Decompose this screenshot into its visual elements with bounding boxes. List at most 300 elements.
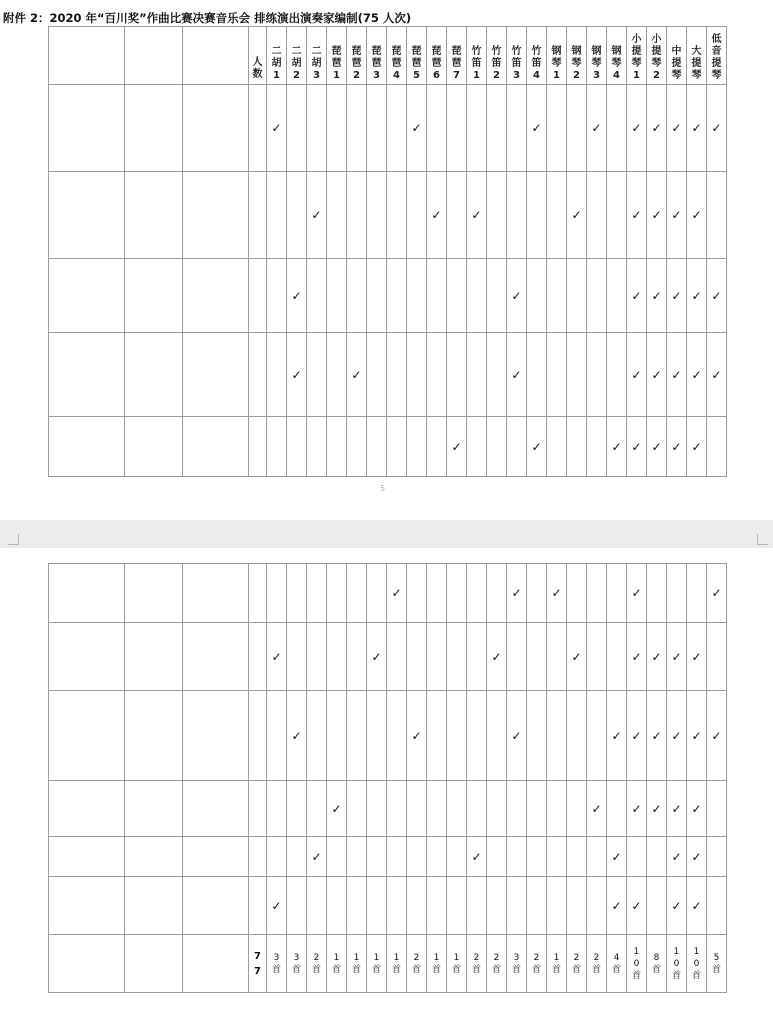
check-mark: ✓ bbox=[467, 837, 487, 877]
header-column bbox=[467, 27, 487, 85]
check-mark: ✓ bbox=[327, 781, 347, 837]
header-column-char: 琶 bbox=[371, 58, 382, 69]
roster-cell bbox=[527, 691, 547, 781]
header-column-char: 2 bbox=[293, 70, 300, 81]
total-label bbox=[49, 935, 125, 993]
header-column bbox=[687, 27, 707, 85]
check-mark: ✓ bbox=[347, 333, 367, 417]
total-people-digit: 7 bbox=[254, 950, 261, 962]
roster-cell bbox=[587, 417, 607, 477]
roster-cell bbox=[567, 417, 587, 477]
header-column-char: 小 bbox=[651, 34, 662, 45]
piece-name bbox=[49, 691, 125, 781]
roster-cell bbox=[487, 837, 507, 877]
header-column-char: 1 bbox=[633, 70, 640, 81]
roster-cell bbox=[487, 564, 507, 623]
roster-cell bbox=[307, 564, 327, 623]
header-column-char: 7 bbox=[453, 70, 460, 81]
total-column-char: 首 bbox=[331, 964, 341, 975]
roster-cell bbox=[447, 172, 467, 259]
total-column-char: 4 bbox=[613, 952, 620, 963]
roster-cell bbox=[567, 564, 587, 623]
total-column bbox=[407, 935, 427, 993]
document-page-2 bbox=[0, 548, 773, 1024]
header-column-char: 4 bbox=[613, 70, 620, 81]
total-column-char: 3 bbox=[293, 952, 300, 963]
roster-cell bbox=[467, 564, 487, 623]
player-count bbox=[249, 172, 267, 259]
roster-cell bbox=[267, 691, 287, 781]
roster-cell bbox=[387, 333, 407, 417]
roster-cell bbox=[487, 691, 507, 781]
roster-cell bbox=[567, 333, 587, 417]
check-mark: ✓ bbox=[507, 333, 527, 417]
check-mark: ✓ bbox=[607, 877, 627, 935]
total-column-char: 首 bbox=[531, 964, 541, 975]
roster-cell bbox=[387, 837, 407, 877]
roster-cell bbox=[567, 837, 587, 877]
instrumentation bbox=[183, 85, 249, 172]
roster-cell bbox=[367, 564, 387, 623]
total-column-char: 首 bbox=[491, 964, 501, 975]
roster-cell bbox=[467, 417, 487, 477]
roster-cell bbox=[447, 837, 467, 877]
total-column-char: 首 bbox=[271, 964, 281, 975]
roster-cell bbox=[487, 172, 507, 259]
table-row bbox=[49, 564, 727, 623]
check-mark: ✓ bbox=[267, 85, 287, 172]
crop-mark bbox=[757, 534, 768, 545]
total-column bbox=[547, 935, 567, 993]
instrumentation bbox=[183, 564, 249, 623]
player-count bbox=[249, 85, 267, 172]
player-count bbox=[249, 837, 267, 877]
roster-cell bbox=[407, 172, 427, 259]
check-mark: ✓ bbox=[287, 333, 307, 417]
roster-cell bbox=[547, 85, 567, 172]
piece-name bbox=[49, 837, 125, 877]
roster-cell bbox=[527, 837, 547, 877]
piece-duration bbox=[125, 691, 183, 781]
roster-cell bbox=[307, 877, 327, 935]
header-column-char: 琴 bbox=[651, 58, 662, 69]
total-column-char: 1 bbox=[393, 952, 400, 963]
header-column-char: 提 bbox=[631, 46, 642, 57]
roster-cell bbox=[367, 877, 387, 935]
check-mark: ✓ bbox=[627, 172, 647, 259]
total-column-char: 首 bbox=[391, 964, 401, 975]
header-column-char: 1 bbox=[553, 70, 560, 81]
total-column-char: 1 bbox=[353, 952, 360, 963]
header-column-char: 提 bbox=[711, 58, 722, 69]
roster-cell bbox=[607, 564, 627, 623]
total-people-digit: 7 bbox=[254, 965, 261, 977]
check-mark: ✓ bbox=[447, 417, 467, 477]
check-mark: ✓ bbox=[687, 877, 707, 935]
roster-cell bbox=[507, 623, 527, 691]
check-mark: ✓ bbox=[667, 172, 687, 259]
roster-cell bbox=[547, 877, 567, 935]
roster-cell bbox=[347, 564, 367, 623]
header-column-char: 琴 bbox=[571, 58, 582, 69]
table-row bbox=[49, 691, 727, 781]
roster-cell bbox=[587, 259, 607, 333]
total-column-char: 3 bbox=[513, 952, 520, 963]
header-column-char: 4 bbox=[533, 70, 540, 81]
check-mark: ✓ bbox=[627, 623, 647, 691]
roster-cell bbox=[287, 781, 307, 837]
total-column bbox=[647, 935, 667, 993]
header-column bbox=[587, 27, 607, 85]
check-mark: ✓ bbox=[607, 837, 627, 877]
roster-cell bbox=[367, 172, 387, 259]
total-column-char: 3 bbox=[273, 952, 280, 963]
piece-name bbox=[49, 172, 125, 259]
check-mark: ✓ bbox=[607, 691, 627, 781]
roster-cell bbox=[507, 85, 527, 172]
check-mark: ✓ bbox=[567, 172, 587, 259]
total-column bbox=[447, 935, 467, 993]
roster-cell bbox=[487, 781, 507, 837]
header-column bbox=[507, 27, 527, 85]
roster-cell bbox=[587, 691, 607, 781]
header-column-char: 中 bbox=[671, 46, 682, 57]
header-column bbox=[567, 27, 587, 85]
header-instrumentation bbox=[183, 27, 249, 85]
roster-cell bbox=[387, 623, 407, 691]
roster-cell bbox=[267, 259, 287, 333]
header-column bbox=[547, 27, 567, 85]
check-mark: ✓ bbox=[627, 564, 647, 623]
roster-cell bbox=[447, 877, 467, 935]
check-mark: ✓ bbox=[627, 259, 647, 333]
header-column bbox=[427, 27, 447, 85]
roster-cell bbox=[367, 837, 387, 877]
total-column-char: 2 bbox=[533, 952, 540, 963]
instrumentation bbox=[183, 172, 249, 259]
roster-cell bbox=[387, 691, 407, 781]
roster-cell bbox=[607, 781, 627, 837]
check-mark: ✓ bbox=[687, 623, 707, 691]
roster-cell bbox=[647, 564, 667, 623]
header-column-char: 3 bbox=[513, 70, 520, 81]
header-column-char: 琴 bbox=[671, 70, 682, 81]
roster-cell bbox=[527, 781, 547, 837]
total-column bbox=[267, 935, 287, 993]
header-column-char: 1 bbox=[273, 70, 280, 81]
check-mark: ✓ bbox=[287, 259, 307, 333]
roster-cell bbox=[427, 417, 447, 477]
roster-cell bbox=[327, 623, 347, 691]
header-column-char: 琵 bbox=[391, 46, 402, 57]
roster-cell bbox=[427, 691, 447, 781]
header-column-char: 琵 bbox=[451, 46, 462, 57]
table-row bbox=[49, 172, 727, 259]
roster-cell bbox=[427, 259, 447, 333]
roster-cell bbox=[547, 259, 567, 333]
check-mark: ✓ bbox=[707, 85, 727, 172]
roster-cell bbox=[327, 877, 347, 935]
check-mark: ✓ bbox=[687, 85, 707, 172]
roster-cell bbox=[367, 85, 387, 172]
check-mark: ✓ bbox=[487, 623, 507, 691]
roster-cell bbox=[267, 172, 287, 259]
check-mark: ✓ bbox=[287, 691, 307, 781]
check-mark: ✓ bbox=[587, 85, 607, 172]
total-column bbox=[627, 935, 647, 993]
roster-cell bbox=[547, 172, 567, 259]
instrumentation bbox=[183, 877, 249, 935]
check-mark: ✓ bbox=[647, 333, 667, 417]
roster-cell bbox=[507, 172, 527, 259]
total-column-char: 5 bbox=[713, 952, 720, 963]
piece-duration bbox=[125, 172, 183, 259]
header-column-char: 竹 bbox=[471, 46, 482, 57]
check-mark: ✓ bbox=[627, 333, 647, 417]
header-column-char: 笛 bbox=[471, 58, 482, 69]
check-mark: ✓ bbox=[627, 85, 647, 172]
check-mark: ✓ bbox=[687, 781, 707, 837]
roster-cell bbox=[527, 877, 547, 935]
header-column-char: 琴 bbox=[631, 58, 642, 69]
roster-cell bbox=[587, 877, 607, 935]
roster-cell bbox=[607, 333, 627, 417]
header-column-char: 笛 bbox=[531, 58, 542, 69]
roster-cell bbox=[307, 333, 327, 417]
roster-cell bbox=[607, 623, 627, 691]
roster-cell bbox=[427, 564, 447, 623]
total-column-char: 2 bbox=[573, 952, 580, 963]
roster-cell bbox=[447, 623, 467, 691]
header-time bbox=[125, 27, 183, 85]
header-column-char: 琴 bbox=[591, 58, 602, 69]
check-mark: ✓ bbox=[427, 172, 447, 259]
total-column bbox=[487, 935, 507, 993]
roster-cell bbox=[467, 781, 487, 837]
check-mark: ✓ bbox=[607, 417, 627, 477]
piece-name bbox=[49, 781, 125, 837]
piece-name bbox=[49, 877, 125, 935]
roster-cell bbox=[347, 837, 367, 877]
roster-cell bbox=[427, 877, 447, 935]
header-column-char: 钢 bbox=[611, 46, 622, 57]
roster-cell bbox=[347, 85, 367, 172]
roster-cell bbox=[387, 259, 407, 333]
check-mark: ✓ bbox=[527, 85, 547, 172]
check-mark: ✓ bbox=[407, 691, 427, 781]
player-count bbox=[249, 417, 267, 477]
header-column-char: 钢 bbox=[551, 46, 562, 57]
header-column-char: 笛 bbox=[491, 58, 502, 69]
roster-cell bbox=[527, 172, 547, 259]
check-mark: ✓ bbox=[507, 691, 527, 781]
roster-cell bbox=[467, 691, 487, 781]
header-column-char: 3 bbox=[313, 70, 320, 81]
header-column-char: 笛 bbox=[511, 58, 522, 69]
roster-cell bbox=[327, 85, 347, 172]
header-column-char: 琴 bbox=[691, 70, 702, 81]
header-column-char: 1 bbox=[333, 70, 340, 81]
header-column bbox=[307, 27, 327, 85]
roster-cell bbox=[707, 172, 727, 259]
roster-cell bbox=[267, 417, 287, 477]
roster-cell bbox=[407, 837, 427, 877]
roster-cell bbox=[327, 691, 347, 781]
total-column-char: 1 bbox=[433, 952, 440, 963]
total-column bbox=[347, 935, 367, 993]
piece-duration bbox=[125, 333, 183, 417]
roster-cell bbox=[447, 333, 467, 417]
crop-mark bbox=[8, 534, 19, 545]
check-mark: ✓ bbox=[667, 85, 687, 172]
roster-cell bbox=[327, 564, 347, 623]
roster-cell bbox=[447, 85, 467, 172]
roster-cell bbox=[267, 837, 287, 877]
roster-cell bbox=[707, 623, 727, 691]
roster-cell bbox=[527, 564, 547, 623]
total-column-char: 首 bbox=[371, 964, 381, 975]
roster-cell bbox=[267, 781, 287, 837]
header-column-char: 2 bbox=[653, 70, 660, 81]
roster-cell bbox=[427, 837, 447, 877]
check-mark: ✓ bbox=[687, 417, 707, 477]
roster-cell bbox=[307, 417, 327, 477]
header-column bbox=[347, 27, 367, 85]
roster-cell bbox=[287, 837, 307, 877]
roster-cell bbox=[507, 877, 527, 935]
piece-duration bbox=[125, 85, 183, 172]
header-column-char: 3 bbox=[373, 70, 380, 81]
table-row bbox=[49, 837, 727, 877]
header-column-char: 胡 bbox=[311, 58, 322, 69]
table-row bbox=[49, 333, 727, 417]
check-mark: ✓ bbox=[627, 417, 647, 477]
roster-cell bbox=[467, 85, 487, 172]
roster-cell bbox=[307, 623, 327, 691]
check-mark: ✓ bbox=[647, 85, 667, 172]
total-column-char: 首 bbox=[351, 964, 361, 975]
total-row bbox=[49, 935, 727, 993]
roster-cell bbox=[567, 691, 587, 781]
roster-cell bbox=[507, 837, 527, 877]
header-column-char: 钢 bbox=[591, 46, 602, 57]
total-people bbox=[249, 935, 267, 993]
roster-cell bbox=[387, 172, 407, 259]
roster-cell bbox=[467, 877, 487, 935]
roster-cell bbox=[587, 564, 607, 623]
total-column-char: 8 bbox=[653, 952, 660, 963]
table-row bbox=[49, 259, 727, 333]
check-mark: ✓ bbox=[687, 691, 707, 781]
roster-cell bbox=[367, 417, 387, 477]
check-mark: ✓ bbox=[647, 259, 667, 333]
instrumentation bbox=[183, 837, 249, 877]
header-column-char: 琵 bbox=[411, 46, 422, 57]
total-column-char: 首 bbox=[571, 964, 581, 975]
player-count bbox=[249, 781, 267, 837]
roster-cell bbox=[347, 623, 367, 691]
table-row bbox=[49, 623, 727, 691]
roster-cell bbox=[607, 85, 627, 172]
check-mark: ✓ bbox=[647, 781, 667, 837]
roster-cell bbox=[347, 781, 367, 837]
header-column-char: 钢 bbox=[571, 46, 582, 57]
check-mark: ✓ bbox=[707, 564, 727, 623]
total-column-char: 首 bbox=[411, 964, 421, 975]
header-column-char: 琶 bbox=[331, 58, 342, 69]
header-count bbox=[249, 27, 267, 85]
roster-cell bbox=[547, 333, 567, 417]
total-column-char: 首 bbox=[451, 964, 461, 975]
header-column-char: 提 bbox=[671, 58, 682, 69]
header-column bbox=[527, 27, 547, 85]
roster-cell bbox=[467, 623, 487, 691]
header-column-char: 二 bbox=[291, 46, 302, 57]
roster-cell bbox=[287, 623, 307, 691]
header-column bbox=[327, 27, 347, 85]
total-column-char: 1 bbox=[553, 952, 560, 963]
header-column-char: 小 bbox=[631, 34, 642, 45]
header-column bbox=[707, 27, 727, 85]
total-column bbox=[327, 935, 347, 993]
total-column-char: 首 bbox=[691, 970, 701, 981]
check-mark: ✓ bbox=[267, 623, 287, 691]
header-column-char: 6 bbox=[433, 70, 440, 81]
header-column bbox=[287, 27, 307, 85]
header-column-char: 大 bbox=[691, 46, 702, 57]
roster-cell bbox=[467, 333, 487, 417]
instrumentation bbox=[183, 259, 249, 333]
header-count-char: 人 bbox=[252, 57, 263, 68]
header-column bbox=[387, 27, 407, 85]
total-column-char: 首 bbox=[651, 964, 661, 975]
total-column bbox=[707, 935, 727, 993]
header-column-char: 琶 bbox=[431, 58, 442, 69]
total-column-char: 2 bbox=[313, 952, 320, 963]
roster-cell bbox=[607, 172, 627, 259]
check-mark: ✓ bbox=[647, 417, 667, 477]
header-column bbox=[487, 27, 507, 85]
header-column-char: 二 bbox=[311, 46, 322, 57]
roster-cell bbox=[547, 417, 567, 477]
total-column bbox=[367, 935, 387, 993]
total-column bbox=[667, 935, 687, 993]
total-column-char: 首 bbox=[311, 964, 321, 975]
total-column bbox=[527, 935, 547, 993]
roster-cell bbox=[707, 877, 727, 935]
roster-cell bbox=[327, 417, 347, 477]
header-column-char: 二 bbox=[271, 46, 282, 57]
table-header-row bbox=[49, 27, 727, 85]
total-column-char: 首 bbox=[551, 964, 561, 975]
roster-cell bbox=[447, 691, 467, 781]
total-column-char: 2 bbox=[593, 952, 600, 963]
roster-cell bbox=[387, 877, 407, 935]
total-column-char: 首 bbox=[631, 970, 641, 981]
check-mark: ✓ bbox=[687, 172, 707, 259]
check-mark: ✓ bbox=[667, 259, 687, 333]
header-column-char: 提 bbox=[691, 58, 702, 69]
roster-cell bbox=[307, 259, 327, 333]
roster-cell bbox=[507, 781, 527, 837]
total-column-char: 首 bbox=[671, 970, 681, 981]
roster-cell bbox=[327, 172, 347, 259]
total-column bbox=[287, 935, 307, 993]
check-mark: ✓ bbox=[667, 333, 687, 417]
roster-cell bbox=[427, 623, 447, 691]
total-column-char: 1 bbox=[453, 952, 460, 963]
roster-cell bbox=[307, 781, 327, 837]
